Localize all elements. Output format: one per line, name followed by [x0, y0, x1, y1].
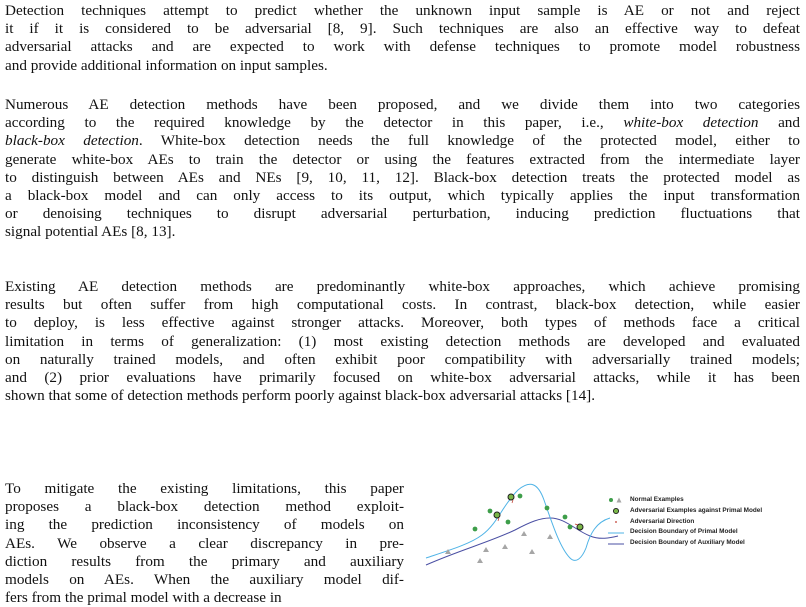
text-line: AEs. We observe a clear discrepancy in pre-: [5, 534, 404, 552]
text-line: adversarial attacks and are expected to work with defense techniques to promote model robustness: [5, 38, 800, 56]
legend-item: [608, 506, 804, 517]
text-fragment: according to the required knowledge by the detector in this paper, i.e.,: [5, 114, 624, 132]
text-fragment: and: [758, 114, 800, 132]
text-line: generate white-box AEs to train the detector or using the features extracted from the intermediate layer: [5, 150, 800, 168]
text-line: diction results from the primary and auxiliary: [5, 552, 404, 570]
text-line: to distinguish between AEs and NEs [9, 10, 11, 12]. Black-box detection treats the protected model as: [5, 168, 800, 186]
line-marker: [608, 528, 624, 538]
adversarial-example-marker: [608, 506, 624, 516]
text-line: models on AEs. When the auxiliary model dif-: [5, 571, 404, 589]
legend-item: [608, 527, 804, 538]
paragraph-4: [5, 480, 404, 607]
legend-item: [608, 495, 804, 506]
text-line: proposes a black-box detection method exploit-: [5, 498, 404, 516]
normal-example-b: [477, 558, 483, 563]
text-line: [5, 114, 800, 132]
normal-example-a: [518, 494, 523, 499]
legend-label: Normal Examples: [630, 496, 684, 503]
normal-example-a: [545, 506, 550, 511]
text-line: results but often suffer from high computational costs. In contrast, black-box detection, while easier: [5, 296, 800, 314]
adversarial-example: [494, 512, 500, 518]
text-line: Detection techniques attempt to predict whether the unknown input sample is AE or not and reject: [5, 2, 800, 19]
text-line: shown that some of detection methods perform poorly against black-box adversarial attacks [14].: [5, 387, 596, 405]
text-line: or denoising techniques to disrupt adversarial perturbation, inducing prediction fluctuations that: [5, 205, 800, 223]
text-line: Existing AE detection methods are predominantly white-box approaches, which achieve promising: [5, 278, 800, 295]
normal-example-a: [568, 525, 573, 530]
text-line: on naturally trained models, and often exhibit poor compatibility with adversarially trained models;: [5, 350, 800, 368]
text-line: to deploy, is less effective against stronger attacks. Moreover, both types of methods face a critical: [5, 314, 800, 332]
figure-legend: [608, 495, 804, 549]
adversarial-direction-arrow: [575, 524, 578, 525]
paragraph-1: [5, 2, 800, 75]
text-line: Numerous AE detection methods have been proposed, and we divide them into two categories: [5, 96, 800, 113]
normal-example-b: [483, 547, 489, 552]
arrow-marker: [608, 517, 624, 527]
normal-examples-marker: [608, 495, 624, 505]
text-line: signal potential AEs [8, 13].: [5, 223, 176, 241]
text-line: and (2) prior evaluations have primarily focused on white-box adversarial attacks, while it has been: [5, 369, 800, 387]
line-marker: [608, 539, 624, 549]
normal-example-a: [488, 509, 493, 514]
legend-label: Adversarial Direction: [630, 517, 695, 525]
text-line: ing the prediction inconsistency of models on: [5, 516, 404, 534]
text-line: To mitigate the existing limitations, this paper: [5, 480, 404, 497]
text-line: and provide additional information on input samples.: [5, 56, 328, 74]
adversarial-direction-arrow: [498, 518, 499, 521]
normal-example-a: [473, 527, 478, 532]
normal-example-a: [563, 515, 568, 520]
text-line: [5, 132, 800, 150]
normal-example-a: [506, 520, 511, 525]
adversarial-direction-arrow: [512, 500, 513, 503]
paragraph-2: [5, 96, 800, 242]
legend-item: [608, 538, 804, 549]
legend-item: [608, 517, 804, 528]
text-fragment: . White-box detection needs the full knowledge of the protected model, either to: [138, 132, 800, 150]
text-line: fers from the primal model with a decrease in: [5, 589, 282, 607]
adversarial-example: [508, 494, 514, 500]
legend-label: Adversarial Examples against Primal Model: [630, 506, 763, 514]
emphasis: white-box detection: [623, 114, 759, 132]
normal-example-b: [529, 549, 535, 554]
paragraph-3: [5, 278, 800, 405]
auxiliary-model-boundary: [426, 518, 618, 565]
normal-example-b: [547, 534, 553, 539]
text-line: a black-box model and can only access to its output, which typically applies the input transformation: [5, 187, 800, 205]
text-line: limitation in terms of generalization: (1) most existing detection methods are developed and evaluated: [5, 332, 800, 350]
text-line: it if it is considered to be adversarial [8, 9]. Such techniques are also an effective way to defeat: [5, 20, 800, 38]
normal-example-b: [521, 531, 527, 536]
legend-label: Decision Boundary of Primal Model: [630, 528, 738, 536]
normal-example-b: [502, 544, 508, 549]
emphasis: black-box detection: [5, 132, 139, 150]
legend-label: Decision Boundary of Auxiliary Model: [630, 539, 745, 547]
